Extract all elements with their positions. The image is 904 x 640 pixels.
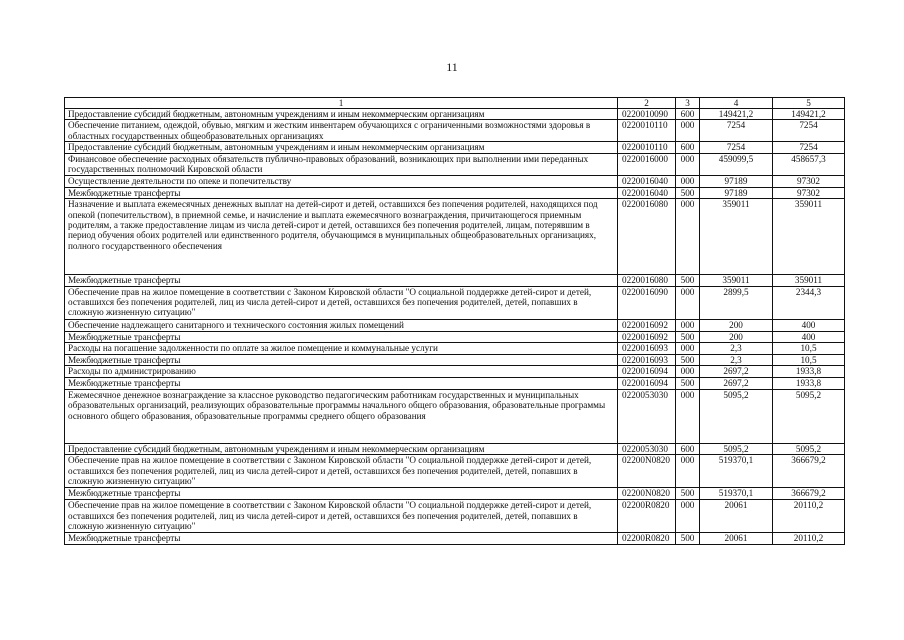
column-number: 1 xyxy=(65,98,618,109)
amount-year-2: 366679,2 xyxy=(773,488,845,500)
target-code: 0220016080 xyxy=(618,275,676,286)
expense-name: Осуществление деятельности по опеке и попечительству xyxy=(65,175,618,187)
expense-type-code: 000 xyxy=(676,389,700,443)
amount-year-1: 519370,1 xyxy=(700,488,773,500)
column-number: 5 xyxy=(773,98,845,109)
amount-year-2: 7254 xyxy=(773,120,845,142)
target-code: 02200N0820 xyxy=(618,488,676,500)
amount-year-2: 359011 xyxy=(773,275,845,286)
table-row xyxy=(65,455,845,488)
target-code: 0220016080 xyxy=(618,199,676,275)
amount-year-2: 7254 xyxy=(773,142,845,153)
expense-name: Межбюджетные трансферты xyxy=(65,187,618,198)
amount-year-2: 1933,8 xyxy=(773,366,845,377)
expense-name: Межбюджетные трансферты xyxy=(65,355,618,366)
amount-year-1: 359011 xyxy=(700,275,773,286)
target-code: 0220016040 xyxy=(618,175,676,187)
column-number: 2 xyxy=(618,98,676,109)
expense-type-code: 600 xyxy=(676,142,700,153)
expense-type-code: 500 xyxy=(676,275,700,286)
expense-name: Обеспечение прав на жилое помещение в соответствии с Законом Кировской области "О социальной поддержке детей-сирот и детей, оставшихся без попечения родителей, лиц из числа детей-сирот и детей, оставшихся без попечения родителей, детей, попавших в сложную жизненную ситуацию" xyxy=(65,500,618,533)
table-row xyxy=(65,500,845,533)
column-number: 4 xyxy=(700,98,773,109)
expense-type-code: 600 xyxy=(676,109,700,120)
table-row xyxy=(65,199,845,275)
table-row xyxy=(65,366,845,377)
amount-year-1: 519370,1 xyxy=(700,455,773,488)
expense-name: Предоставление субсидий бюджетным, автономным учреждениям и иным некоммерческим организациям xyxy=(65,109,618,120)
expense-name: Обеспечение питанием, одеждой, обувью, мягким и жестким инвентарем обучающихся с ограниченными возможностями здоровья в областных государственных общеобразовательных организациях xyxy=(65,120,618,142)
expense-type-code: 500 xyxy=(676,488,700,500)
amount-year-2: 400 xyxy=(773,331,845,342)
amount-year-2: 97302 xyxy=(773,175,845,187)
expense-name: Расходы по администрированию xyxy=(65,366,618,377)
column-number-row xyxy=(65,98,845,109)
amount-year-2: 97302 xyxy=(773,187,845,198)
amount-year-2: 20110,2 xyxy=(773,533,845,544)
target-code: 0220010110 xyxy=(618,142,676,153)
expense-name: Расходы на погашение задолженности по оплате за жилое помещение и коммунальные услуги xyxy=(65,343,618,355)
target-code: 0220016094 xyxy=(618,377,676,389)
target-code: 02200R0820 xyxy=(618,533,676,544)
amount-year-1: 97189 xyxy=(700,187,773,198)
table-row xyxy=(65,187,845,198)
table-row xyxy=(65,275,845,286)
amount-year-1: 2899,5 xyxy=(700,286,773,319)
table-row xyxy=(65,142,845,153)
amount-year-2: 458657,3 xyxy=(773,153,845,175)
expense-type-code: 000 xyxy=(676,175,700,187)
amount-year-2: 400 xyxy=(773,319,845,331)
expense-type-code: 500 xyxy=(676,377,700,389)
amount-year-1: 2697,2 xyxy=(700,377,773,389)
expense-name: Межбюджетные трансферты xyxy=(65,488,618,500)
table-row xyxy=(65,331,845,342)
table-row xyxy=(65,343,845,355)
amount-year-2: 5095,2 xyxy=(773,389,845,443)
budget-table xyxy=(64,97,845,545)
target-code: 0220016093 xyxy=(618,343,676,355)
table-row xyxy=(65,286,845,319)
amount-year-1: 2,3 xyxy=(700,343,773,355)
expense-type-code: 000 xyxy=(676,286,700,319)
amount-year-2: 366679,2 xyxy=(773,455,845,488)
target-code: 0220010090 xyxy=(618,109,676,120)
amount-year-2: 2344,3 xyxy=(773,286,845,319)
table-row xyxy=(65,488,845,500)
target-code: 0220016093 xyxy=(618,355,676,366)
amount-year-1: 2,3 xyxy=(700,355,773,366)
amount-year-1: 20061 xyxy=(700,533,773,544)
amount-year-1: 200 xyxy=(700,319,773,331)
target-code: 0220016092 xyxy=(618,319,676,331)
expense-type-code: 000 xyxy=(676,500,700,533)
target-code: 0220016000 xyxy=(618,153,676,175)
expense-type-code: 500 xyxy=(676,355,700,366)
amount-year-1: 200 xyxy=(700,331,773,342)
amount-year-1: 2697,2 xyxy=(700,366,773,377)
amount-year-1: 5095,2 xyxy=(700,443,773,454)
expense-name: Назначение и выплата ежемесячных денежных выплат на детей-сирот и детей, оставшихся без попечения родителей, находящихся под опекой (попечительством), в приемной семье, и начисление и выплата ежемесячного вознаграждения, причитающегося приемным родителям, а также предоставление лицам из числа детей-сирот и детей, оставшихся без попечения родителей, лицам, потерявшим в период обучения обоих родителей или единственного родителя, обучающимся в муниципальных общеобразовательных организациях, полного государственного обеспечения xyxy=(65,199,618,275)
target-code: 0220016090 xyxy=(618,286,676,319)
expense-type-code: 500 xyxy=(676,331,700,342)
expense-name: Межбюджетные трансферты xyxy=(65,377,618,389)
expense-type-code: 500 xyxy=(676,533,700,544)
expense-name: Ежемесячное денежное вознаграждение за классное руководство педагогическим работникам государственных и муниципальных образовательных организаций, реализующих образовательные программы начального общего образования, образовательные программы основного общего образования, образовательные программы среднего общего образования xyxy=(65,389,618,443)
target-code: 02200R0820 xyxy=(618,500,676,533)
amount-year-1: 97189 xyxy=(700,175,773,187)
expense-name: Обеспечение надлежащего санитарного и технического состояния жилых помещений xyxy=(65,319,618,331)
amount-year-1: 7254 xyxy=(700,120,773,142)
page-number: 11 xyxy=(446,60,458,74)
amount-year-1: 459099,5 xyxy=(700,153,773,175)
table-row xyxy=(65,533,845,544)
expense-name: Межбюджетные трансферты xyxy=(65,533,618,544)
amount-year-2: 5095,2 xyxy=(773,443,845,454)
expense-name: Обеспечение прав на жилое помещение в соответствии с Законом Кировской области "О социальной поддержке детей-сирот и детей, оставшихся без попечения родителей, лиц из числа детей-сирот и детей, оставшихся без попечения родителей, детей, попавших в сложную жизненную ситуацию" xyxy=(65,455,618,488)
table-row xyxy=(65,355,845,366)
table-row xyxy=(65,120,845,142)
table-row xyxy=(65,443,845,454)
amount-year-2: 1933,8 xyxy=(773,377,845,389)
amount-year-2: 359011 xyxy=(773,199,845,275)
table-row xyxy=(65,175,845,187)
expense-type-code: 000 xyxy=(676,343,700,355)
expense-type-code: 000 xyxy=(676,199,700,275)
expense-type-code: 000 xyxy=(676,319,700,331)
amount-year-2: 149421,2 xyxy=(773,109,845,120)
target-code: 0220053030 xyxy=(618,443,676,454)
amount-year-1: 5095,2 xyxy=(700,389,773,443)
expense-name: Межбюджетные трансферты xyxy=(65,275,618,286)
amount-year-1: 7254 xyxy=(700,142,773,153)
column-number: 3 xyxy=(676,98,700,109)
expense-name: Обеспечение прав на жилое помещение в соответствии с Законом Кировской области "О социальной поддержке детей-сирот и детей, оставшихся без попечения родителей, лиц из числа детей-сирот и детей, оставшихся без попечения родителей, детей, попавших в сложную жизненную ситуацию" xyxy=(65,286,618,319)
expense-name: Предоставление субсидий бюджетным, автономным учреждениям и иным некоммерческим организациям xyxy=(65,443,618,454)
target-code: 0220016040 xyxy=(618,187,676,198)
table-row xyxy=(65,377,845,389)
expense-type-code: 000 xyxy=(676,455,700,488)
amount-year-2: 20110,2 xyxy=(773,500,845,533)
target-code: 0220053030 xyxy=(618,389,676,443)
table-row xyxy=(65,153,845,175)
table-row xyxy=(65,109,845,120)
expense-name: Предоставление субсидий бюджетным, автономным учреждениям и иным некоммерческим организациям xyxy=(65,142,618,153)
target-code: 0220016092 xyxy=(618,331,676,342)
amount-year-1: 359011 xyxy=(700,199,773,275)
target-code: 0220016094 xyxy=(618,366,676,377)
amount-year-2: 10,5 xyxy=(773,343,845,355)
expense-type-code: 500 xyxy=(676,187,700,198)
target-code: 0220010110 xyxy=(618,120,676,142)
expense-name: Межбюджетные трансферты xyxy=(65,331,618,342)
expense-type-code: 000 xyxy=(676,153,700,175)
amount-year-1: 149421,2 xyxy=(700,109,773,120)
expense-type-code: 600 xyxy=(676,443,700,454)
target-code: 02200N0820 xyxy=(618,455,676,488)
expense-name: Финансовое обеспечение расходных обязательств публично-правовых образований, возникающих при выполнении ими переданных государственных полномочий Кировской области xyxy=(65,153,618,175)
table-row xyxy=(65,389,845,443)
budget-table-body xyxy=(65,98,845,545)
expense-type-code: 000 xyxy=(676,120,700,142)
expense-type-code: 000 xyxy=(676,366,700,377)
table-row xyxy=(65,319,845,331)
amount-year-1: 20061 xyxy=(700,500,773,533)
amount-year-2: 10,5 xyxy=(773,355,845,366)
